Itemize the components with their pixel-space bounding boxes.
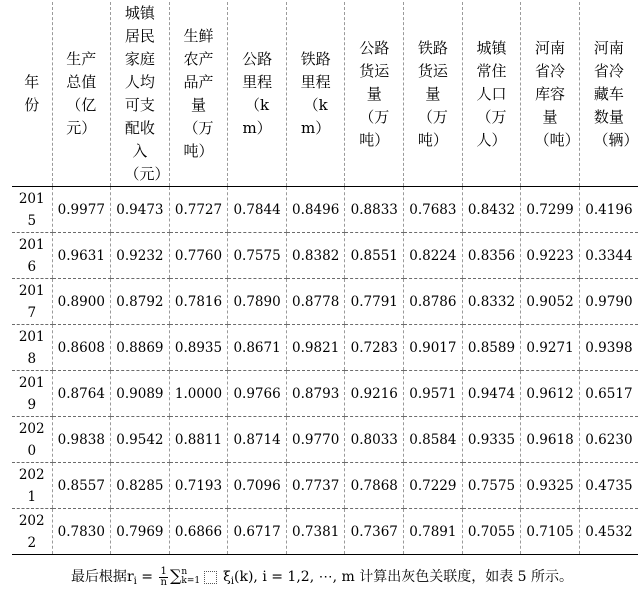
- grey-relational-coefficient-table: [12, 2, 638, 555]
- coefficient-cell: [286, 279, 345, 325]
- coefficient-cell: [228, 509, 287, 555]
- column-header-label: 生产总值（亿元）: [66, 50, 97, 137]
- cell-value: 0.7868: [350, 477, 398, 494]
- cell-value: 0.7105: [526, 523, 574, 540]
- column-header-label: 公路货运量（万吨）: [359, 38, 390, 149]
- cell-value: 0.7891: [409, 523, 457, 540]
- coefficient-cell: [228, 417, 287, 463]
- cell-value: 0.4735: [585, 477, 633, 494]
- caption-paragraph: [0, 566, 644, 592]
- coefficient-cell: [462, 233, 521, 279]
- coefficient-cell: [111, 325, 170, 371]
- coefficient-cell: [286, 463, 345, 509]
- coefficient-cell: [462, 279, 521, 325]
- year-cell: [12, 509, 52, 555]
- column-header: [286, 2, 345, 187]
- year-cell: [12, 417, 52, 463]
- formula-r: r: [126, 569, 134, 585]
- cell-value: 0.8285: [116, 477, 164, 494]
- summation-limits: [181, 568, 200, 586]
- cell-value: 2018: [18, 328, 45, 367]
- cell-value: 0.7844: [233, 201, 281, 218]
- coefficient-cell: [579, 187, 638, 233]
- coefficient-cell: [521, 463, 580, 509]
- cell-value: 0.8786: [409, 293, 457, 310]
- coefficient-cell: [52, 325, 111, 371]
- cell-value: 0.9571: [409, 385, 457, 402]
- cell-value: 0.9052: [526, 293, 574, 310]
- summation-symbol: ∑: [169, 566, 182, 585]
- coefficient-cell: [169, 463, 228, 509]
- cell-value: 0.9473: [116, 201, 164, 218]
- cell-value: 0.8332: [467, 293, 516, 310]
- cell-value: 0.9838: [57, 431, 105, 448]
- cell-value: 0.8793: [292, 385, 340, 402]
- cell-value: 0.7367: [350, 523, 398, 540]
- table-row: [12, 233, 638, 279]
- coefficient-cell: [462, 417, 521, 463]
- coefficient-cell: [52, 279, 111, 325]
- cell-value: 0.9977: [57, 201, 105, 218]
- coefficient-cell: [462, 371, 521, 417]
- coefficient-cell: [111, 371, 170, 417]
- cell-value: 0.7737: [292, 477, 340, 494]
- cell-value: 0.8584: [409, 431, 457, 448]
- cell-value: 0.8356: [467, 247, 516, 264]
- coefficient-cell: [345, 325, 404, 371]
- coefficient-cell: [521, 187, 580, 233]
- cell-value: 0.3344: [585, 247, 633, 264]
- cell-value: 0.7760: [174, 247, 223, 264]
- column-header-label: 城镇居民家庭人均可支配收入（元）: [124, 4, 170, 183]
- cell-value: 1.0000: [174, 385, 223, 402]
- column-header-year: [12, 2, 52, 187]
- cell-value: 0.9631: [57, 247, 105, 264]
- column-header: [521, 2, 580, 187]
- table-row: [12, 371, 638, 417]
- column-header: [169, 2, 228, 187]
- cell-value: 0.7830: [57, 523, 105, 540]
- table-header-row: [12, 2, 638, 187]
- cell-value: 0.8608: [57, 339, 105, 356]
- column-header: [52, 2, 111, 187]
- coefficient-cell: [462, 187, 521, 233]
- coefficient-cell: [579, 233, 638, 279]
- missing-glyph-box: [204, 571, 217, 584]
- column-header: [228, 2, 287, 187]
- cell-value: 0.8833: [350, 201, 398, 218]
- coefficient-cell: [404, 325, 463, 371]
- caption-prefix: 最后根据: [70, 569, 127, 585]
- coefficient-cell: [521, 417, 580, 463]
- cell-value: 2019: [18, 374, 45, 413]
- column-header: [404, 2, 463, 187]
- coefficient-cell: [345, 187, 404, 233]
- cell-value: 0.8714: [233, 431, 281, 448]
- coefficient-cell: [345, 417, 404, 463]
- coefficient-cell: [462, 509, 521, 555]
- coefficient-cell: [111, 187, 170, 233]
- cell-value: 0.7299: [526, 201, 574, 218]
- coefficient-cell: [404, 279, 463, 325]
- column-header-label: 年份: [24, 73, 40, 114]
- cell-value: 0.6717: [233, 523, 281, 540]
- coefficient-cell: [228, 325, 287, 371]
- coefficient-cell: [52, 371, 111, 417]
- coefficient-cell: [579, 371, 638, 417]
- cell-value: 0.8432: [467, 201, 516, 218]
- coefficient-cell: [111, 233, 170, 279]
- cell-value: 2017: [18, 282, 45, 321]
- year-cell: [12, 233, 52, 279]
- coefficient-cell: [521, 279, 580, 325]
- summation-lower: k=1: [181, 576, 201, 586]
- table-row: [12, 417, 638, 463]
- cell-value: 0.9612: [526, 385, 574, 402]
- cell-value: 0.4196: [585, 201, 633, 218]
- coefficient-cell: [521, 371, 580, 417]
- coefficient-cell: [404, 417, 463, 463]
- table-row: [12, 279, 638, 325]
- cell-value: 0.9821: [292, 339, 340, 356]
- formula-xi-subscript: i: [230, 576, 235, 587]
- cell-value: 0.6517: [585, 385, 633, 402]
- coefficient-cell: [169, 371, 228, 417]
- cell-value: 0.8900: [57, 293, 105, 310]
- table-body: [12, 187, 638, 555]
- formula-xi: ξ: [223, 569, 231, 585]
- coefficient-cell: [521, 509, 580, 555]
- cell-value: 0.9325: [526, 477, 574, 494]
- cell-value: 0.7283: [350, 339, 398, 356]
- column-header-label: 城镇常住人口（万人）: [476, 38, 507, 149]
- cell-value: 0.8224: [409, 247, 457, 264]
- summation-upper: n: [181, 567, 188, 577]
- coefficient-cell: [345, 233, 404, 279]
- column-header: [111, 2, 170, 187]
- coefficient-cell: [404, 371, 463, 417]
- cell-value: 2016: [18, 236, 45, 275]
- cell-value: 0.8671: [233, 339, 281, 356]
- coefficient-cell: [111, 509, 170, 555]
- fraction-numerator: 1: [160, 565, 167, 577]
- coefficient-cell: [286, 371, 345, 417]
- coefficient-cell: [52, 233, 111, 279]
- cell-value: 0.4532: [585, 523, 633, 540]
- column-header: [345, 2, 404, 187]
- cell-value: 0.7096: [233, 477, 281, 494]
- cell-value: 0.9790: [585, 293, 633, 310]
- coefficient-cell: [579, 417, 638, 463]
- column-header-label: 生鲜农产品产量（万吨）: [183, 27, 214, 160]
- coefficient-cell: [404, 463, 463, 509]
- cell-value: 0.8778: [292, 293, 340, 310]
- coefficient-cell: [286, 325, 345, 371]
- caption-suffix: 计算出灰色关联度，如表 5 所示。: [354, 569, 574, 585]
- cell-value: 0.9232: [116, 247, 164, 264]
- coefficient-cell: [404, 233, 463, 279]
- cell-value: 0.9542: [116, 431, 164, 448]
- cell-value: 0.7683: [409, 201, 457, 218]
- cell-value: 2021: [18, 466, 45, 505]
- coefficient-cell: [169, 233, 228, 279]
- coefficient-cell: [228, 233, 287, 279]
- cell-value: 2022: [18, 512, 45, 551]
- coefficient-cell: [579, 279, 638, 325]
- table-row: [12, 187, 638, 233]
- cell-value: 0.6866: [174, 523, 223, 540]
- cell-value: 0.8382: [292, 247, 340, 264]
- coefficient-cell: [286, 417, 345, 463]
- year-cell: [12, 463, 52, 509]
- coefficient-cell: [52, 509, 111, 555]
- cell-value: 0.9766: [233, 385, 281, 402]
- coefficient-cell: [579, 463, 638, 509]
- cell-value: 0.9618: [526, 431, 574, 448]
- cell-value: 0.7055: [467, 523, 516, 540]
- coefficient-cell: [345, 279, 404, 325]
- cell-value: 0.7575: [467, 477, 516, 494]
- cell-value: 0.9089: [116, 385, 164, 402]
- coefficient-cell: [228, 279, 287, 325]
- coefficient-cell: [345, 371, 404, 417]
- coefficient-cell: [462, 325, 521, 371]
- table-row: [12, 463, 638, 509]
- column-header-label: 铁路里程（km）: [300, 50, 331, 137]
- coefficient-cell: [228, 371, 287, 417]
- column-header: [462, 2, 521, 187]
- cell-value: 0.8551: [350, 247, 398, 264]
- coefficient-cell: [228, 463, 287, 509]
- coefficient-cell: [345, 509, 404, 555]
- coefficient-cell: [404, 187, 463, 233]
- coefficient-cell: [169, 509, 228, 555]
- coefficient-cell: [286, 187, 345, 233]
- coefficient-cell: [521, 325, 580, 371]
- cell-value: 0.6230: [585, 431, 633, 448]
- coefficient-cell: [169, 417, 228, 463]
- cell-value: 0.9770: [292, 431, 340, 448]
- cell-value: 0.9474: [467, 385, 516, 402]
- coefficient-cell: [52, 417, 111, 463]
- coefficient-cell: [579, 509, 638, 555]
- formula-fraction: [159, 567, 167, 588]
- coefficient-cell: [521, 233, 580, 279]
- coefficient-cell: [286, 509, 345, 555]
- cell-value: 0.9017: [409, 339, 457, 356]
- table-row: [12, 509, 638, 555]
- cell-value: 0.8935: [174, 339, 223, 356]
- cell-value: 0.8033: [350, 431, 398, 448]
- cell-value: 0.7381: [292, 523, 340, 540]
- year-cell: [12, 279, 52, 325]
- coefficient-cell: [169, 187, 228, 233]
- coefficient-cell: [111, 463, 170, 509]
- year-cell: [12, 325, 52, 371]
- year-cell: [12, 187, 52, 233]
- column-header-label: 河南省冷库容量（吨）: [534, 38, 580, 149]
- formula-r-subscript: i: [133, 576, 137, 587]
- coefficient-cell: [462, 463, 521, 509]
- coefficient-cell: [404, 509, 463, 555]
- table-row: [12, 325, 638, 371]
- cell-value: 0.7816: [174, 293, 223, 310]
- cell-value: 0.9335: [467, 431, 516, 448]
- coefficient-cell: [228, 187, 287, 233]
- cell-value: 0.8496: [292, 201, 340, 218]
- cell-value: 0.8557: [57, 477, 105, 494]
- cell-value: 0.9223: [526, 247, 574, 264]
- cell-value: 0.7890: [233, 293, 281, 310]
- cell-value: 2015: [18, 190, 45, 229]
- formula-xi-argument: (k), i = 1,2, ⋯, m: [234, 569, 355, 585]
- coefficient-cell: [52, 187, 111, 233]
- coefficient-cell: [169, 279, 228, 325]
- coefficient-cell: [286, 233, 345, 279]
- coefficient-cell: [169, 325, 228, 371]
- column-header: [579, 2, 638, 187]
- column-header-label: 铁路货运量（万吨）: [417, 38, 448, 149]
- cell-value: 2020: [18, 420, 45, 459]
- cell-value: 0.9271: [526, 339, 574, 356]
- cell-value: 0.8869: [116, 339, 164, 356]
- cell-value: 0.7575: [233, 247, 281, 264]
- cell-value: 0.8792: [116, 293, 164, 310]
- year-cell: [12, 371, 52, 417]
- cell-value: 0.7193: [174, 477, 223, 494]
- coefficient-cell: [111, 279, 170, 325]
- cell-value: 0.7727: [174, 201, 223, 218]
- cell-value: 0.8764: [57, 385, 105, 402]
- fraction-denominator: n: [160, 576, 167, 588]
- coefficient-cell: [345, 463, 404, 509]
- coefficient-cell: [52, 463, 111, 509]
- cell-value: 0.7969: [116, 523, 164, 540]
- coefficient-cell: [579, 325, 638, 371]
- cell-value: 0.9398: [585, 339, 633, 356]
- coefficient-cell: [111, 417, 170, 463]
- cell-value: 0.7791: [350, 293, 398, 310]
- cell-value: 0.9216: [350, 385, 398, 402]
- formula-equals: =: [136, 569, 158, 585]
- column-header-label: 河南省冷藏车数量（辆）: [593, 38, 639, 149]
- cell-value: 0.8811: [174, 431, 223, 448]
- cell-value: 0.7229: [409, 477, 457, 494]
- cell-value: 0.8589: [467, 339, 516, 356]
- column-header-label: 公路里程（km）: [242, 50, 273, 137]
